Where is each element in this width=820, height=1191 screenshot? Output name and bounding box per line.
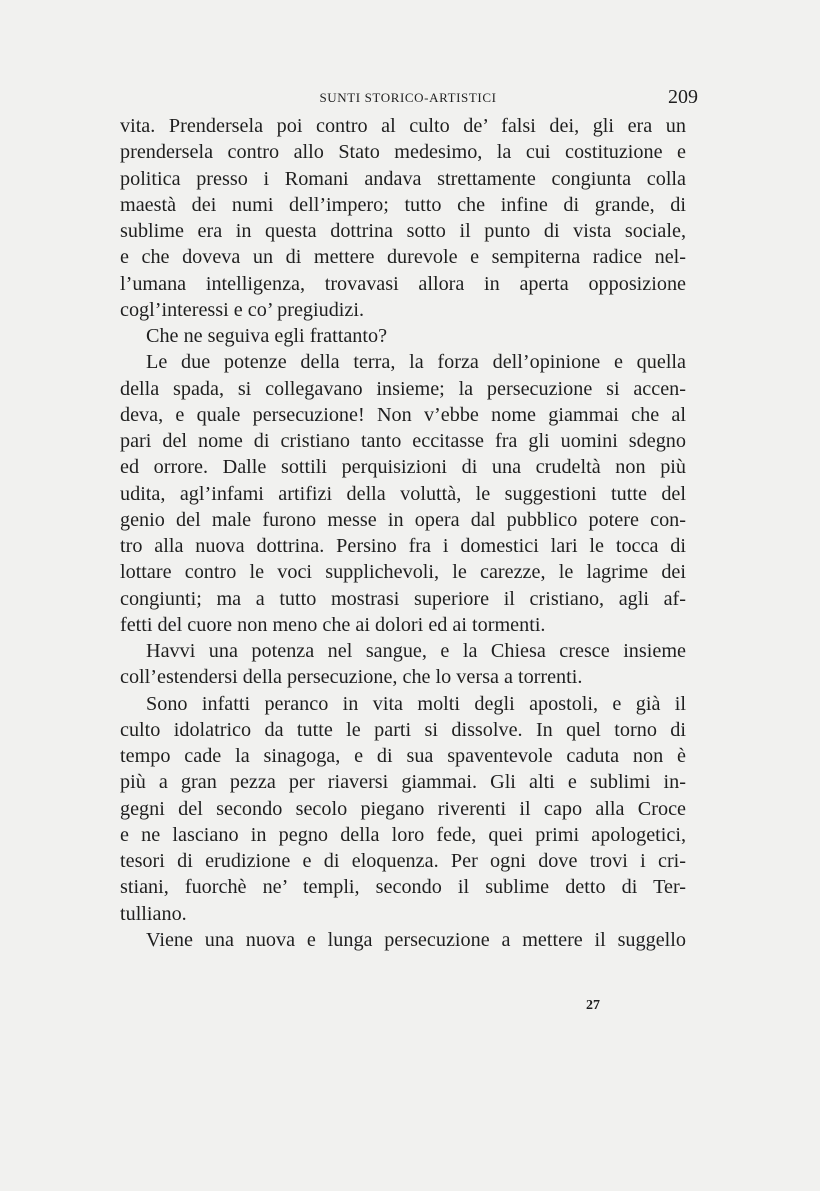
text-line: più a gran pezza per riaversi giammai. Gli alti e sublimi in- [120, 771, 686, 794]
text-line: prendersela contro allo Stato medesimo, la cui costituzione e [120, 141, 686, 164]
text-line: cogl’interessi e co’ pregiudizi. [120, 298, 365, 321]
text-line: maestà dei numi dell’impero; tutto che infine di grande, di [120, 193, 686, 216]
text-line: pari del nome di cristiano tanto eccitasse fra gli uomini sdegno [120, 430, 686, 452]
text-line: della spada, si collegavano insieme; la persecuzione si accen- [120, 377, 686, 400]
text-line: politica presso i Romani andava strettamente congiunta colla [120, 167, 686, 190]
running-title: SUNTI STORICO-ARTISTICI [319, 90, 497, 105]
text-line: fetti del cuore non meno che ai dolori ed ai tormenti. [120, 613, 546, 636]
text-line: congiunti; ma a tutto mostrasi superiore il cristiano, agli af- [120, 587, 686, 610]
text-line: e che doveva un di mettere durevole e sempiterna radice nel- [120, 246, 686, 269]
text-line: tesori di erudizione e di eloquenza. Per ogni dove trovi i cri- [120, 850, 686, 872]
text-line: stiani, fuorchè ne’ templi, secondo il sublime detto di Ter- [120, 876, 686, 899]
text-line: gegni del secondo secolo piegano riverenti il capo alla Croce [120, 797, 686, 820]
running-header [120, 88, 696, 114]
page-number: 209 [668, 86, 698, 108]
text-line: sublime era in questa dottrina sotto il punto di vista sociale, [120, 220, 686, 242]
text-line: Sono infatti peranco in vita molti degli apostoli, e già il [146, 692, 686, 715]
text-line: e ne lasciano in pegno della loro fede, quei primi apologetici, [120, 823, 686, 846]
text-line: deva, e quale persecuzione! Non v’ebbe nome giammai che al [120, 403, 686, 426]
signature-mark: 27 [586, 998, 600, 1013]
text-line: coll’estendersi della persecuzione, che lo versa a torrenti. [120, 666, 583, 689]
text-line: Le due potenze della terra, la forza dell’opinione e quella [146, 351, 686, 374]
text-line: tulliano. [120, 902, 187, 925]
text-line: lottare contro le voci supplichevoli, le carezze, le lagrime dei [120, 561, 686, 584]
text-line: Che ne seguiva egli frattanto? [146, 325, 388, 347]
text-line: vita. Prendersela poi contro al culto de’ falsi dei, gli era un [120, 115, 686, 137]
text-line: genio del male furono messe in opera dal pubblico potere con- [120, 508, 686, 531]
text-line: Viene una nuova e lunga persecuzione a mettere il suggello [146, 928, 686, 951]
text-line: tempo cade la sinagoga, e di sua spaventevole caduta non è [120, 745, 686, 767]
text-line: udita, agl’infami artifizi della voluttà, le suggestioni tutte del [120, 482, 686, 505]
text-line: Havvi una potenza nel sangue, e la Chiesa cresce insieme [146, 640, 686, 662]
text-line: tro alla nuova dottrina. Persino fra i domestici lari le tocca di [120, 535, 686, 557]
text-line: ed orrore. Dalle sottili perquisizioni di una crudeltà non più [120, 456, 686, 479]
body-text [120, 113, 686, 953]
text-line: l’umana intelligenza, trovavasi allora in aperta opposizione [120, 272, 686, 295]
text-line: culto idolatrico da tutte le parti si dissolve. In quel torno di [120, 718, 686, 741]
